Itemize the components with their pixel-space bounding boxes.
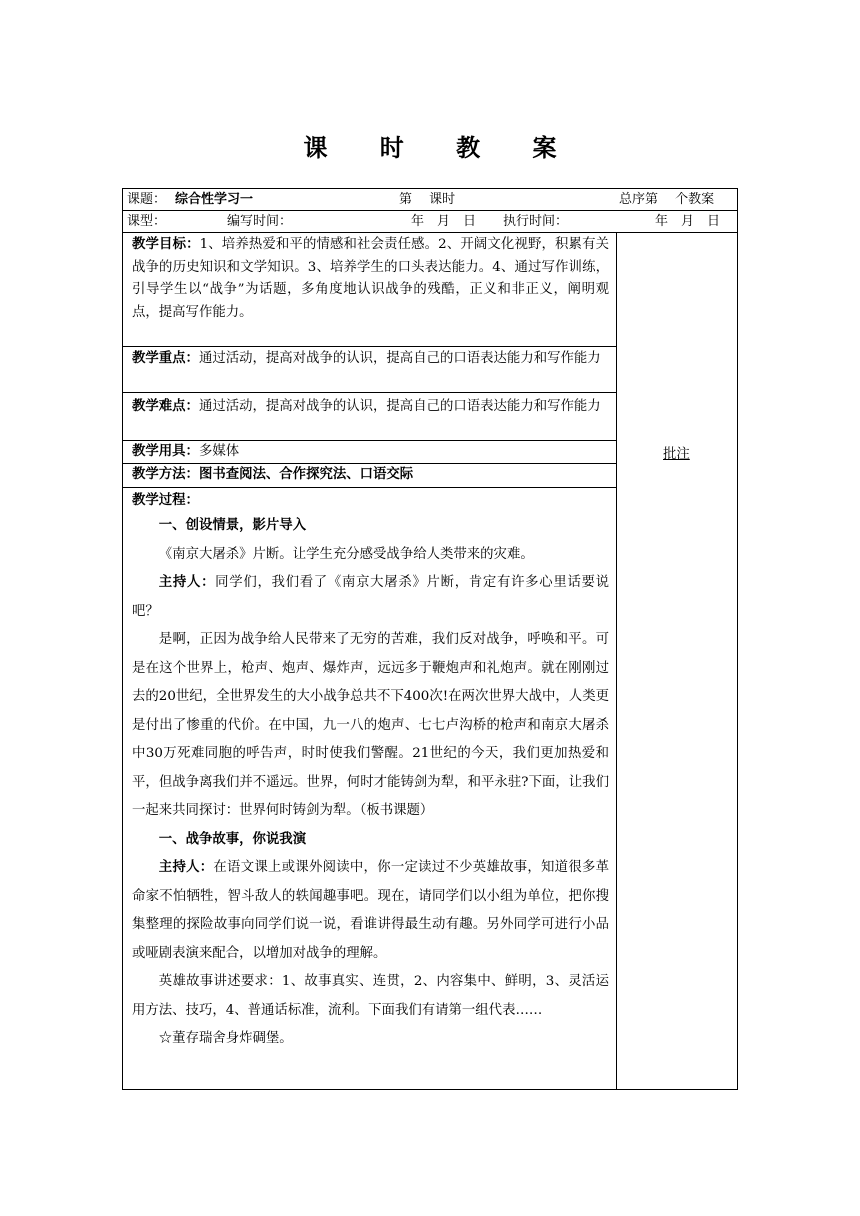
tools-label: 教学用具： (132, 444, 199, 459)
methods-text: 图书查阅法、合作探究法、口语交际 (198, 467, 414, 482)
host-label-1: 主持人： (158, 575, 216, 590)
exec-time-label: 执行时间： (503, 214, 569, 229)
teaching-process (123, 490, 617, 1054)
process-paragraph-5: 英雄故事讲述要求：1、故事真实、连贯，2、内容集中、鲜明，3、灵活运用方法、技巧，4、普通话标准，流利。下面我们有请第一组代表…… (132, 974, 609, 1018)
process-paragraph-1: 《南京大屠杀》片断。让学生充分感受战争给人类带来的灾难。 (158, 546, 534, 562)
lesson-number: 第 课时 (399, 192, 456, 207)
annotation-column-label: 批注 (663, 447, 690, 462)
process-paragraph-6: ☆董存瑞舍身炸碉堡。 (158, 1031, 293, 1046)
topic-label: 课题： (127, 192, 167, 207)
lesson-plan-table (122, 188, 738, 1090)
exec-time-date: 年 月 日 (655, 214, 721, 229)
teaching-key-points (123, 347, 617, 393)
key-points-text: 通过活动，提高对战争的认识，提高自己的口语表达能力和写作能力 (198, 351, 601, 366)
main-content-column (123, 233, 617, 1089)
process-paragraph-4 (132, 854, 609, 968)
difficulties-text: 通过活动，提高对战争的认识，提高自己的口语表达能力和写作能力 (198, 399, 601, 414)
header-row-type (123, 211, 737, 233)
type-label: 课型： (127, 214, 167, 229)
process-heading-2: 一、战争故事，你说我演 (158, 831, 307, 847)
teaching-difficulties (123, 393, 617, 441)
host-label-2: 主持人： (158, 860, 214, 875)
host-text-1: 同学们，我们看了《南京大屠杀》片断，肯定有许多心里话要说吧？ (132, 575, 610, 619)
methods-label: 教学方法： (132, 467, 199, 482)
process-paragraph-3: 是啊，正因为战争给人民带来了无穷的苦难，我们反对战争，呼唤和平。可是在这个世界上，枪声、炮声、爆炸声，远远多于鞭炮声和礼炮声。就在刚刚过去的20世纪，全世界发生的大小战争总共不下400次!在两次世界大战中，人类更是付出了惨重的代价。在中国，九一八的炮声、七七卢沟桥的枪声和南京大屠杀中30万死难同胞的呼告声，时时使我们警醒。21世纪的今天，我们更加热爱和平，但战争离我们并不遥远。世界，何时才能铸剑为犁，和平永驻?下面，让我们一起来共同探讨：世界何时铸剑为犁。（板书课题） (132, 632, 609, 818)
total-plan-number: 总序第 个教案 (619, 192, 715, 207)
teaching-goals (123, 233, 617, 347)
process-paragraph-2 (132, 569, 609, 626)
key-points-label: 教学重点： (132, 351, 199, 366)
topic-value: 综合性学习一 (175, 192, 254, 207)
teaching-tools (123, 441, 617, 464)
header-row-topic (123, 189, 737, 211)
goals-label: 教学目标： (132, 237, 200, 252)
host-text-2: 在语文课上或课外阅读中，你一定读过不少英雄故事，知道很多革命家不怕牺牲，智斗敌人的轶闻趣事吧。现在，请同学们以小组为单位，把你搜集整理的探险故事向同学们说一说，看谁讲得最生动有趣。另外同学可进行小品或哑剧表演来配合，以增加对战争的理解。 (132, 860, 610, 961)
write-time-date: 年 月 日 (411, 214, 477, 229)
tools-text: 多媒体 (198, 444, 240, 459)
page-title: 课 时 教 案 (303, 134, 579, 162)
difficulties-label: 教学难点： (132, 399, 199, 414)
goals-text: 1、培养热爱和平的情感和社会责任感。2、开阔文化视野，积累有关战争的历史知识和文学知识。3、培养学生的口头表达能力。4、通过写作训练，引导学生以“战争”为话题，多角度地认识战争的残酷，正义和非正义，阐明观点，提高写作能力。 (132, 237, 609, 320)
teaching-methods (123, 464, 617, 488)
process-label: 教学过程： (132, 493, 199, 508)
process-heading-1: 一、创设情景，影片导入 (158, 518, 307, 533)
write-time-label: 编写时间： (227, 214, 293, 229)
